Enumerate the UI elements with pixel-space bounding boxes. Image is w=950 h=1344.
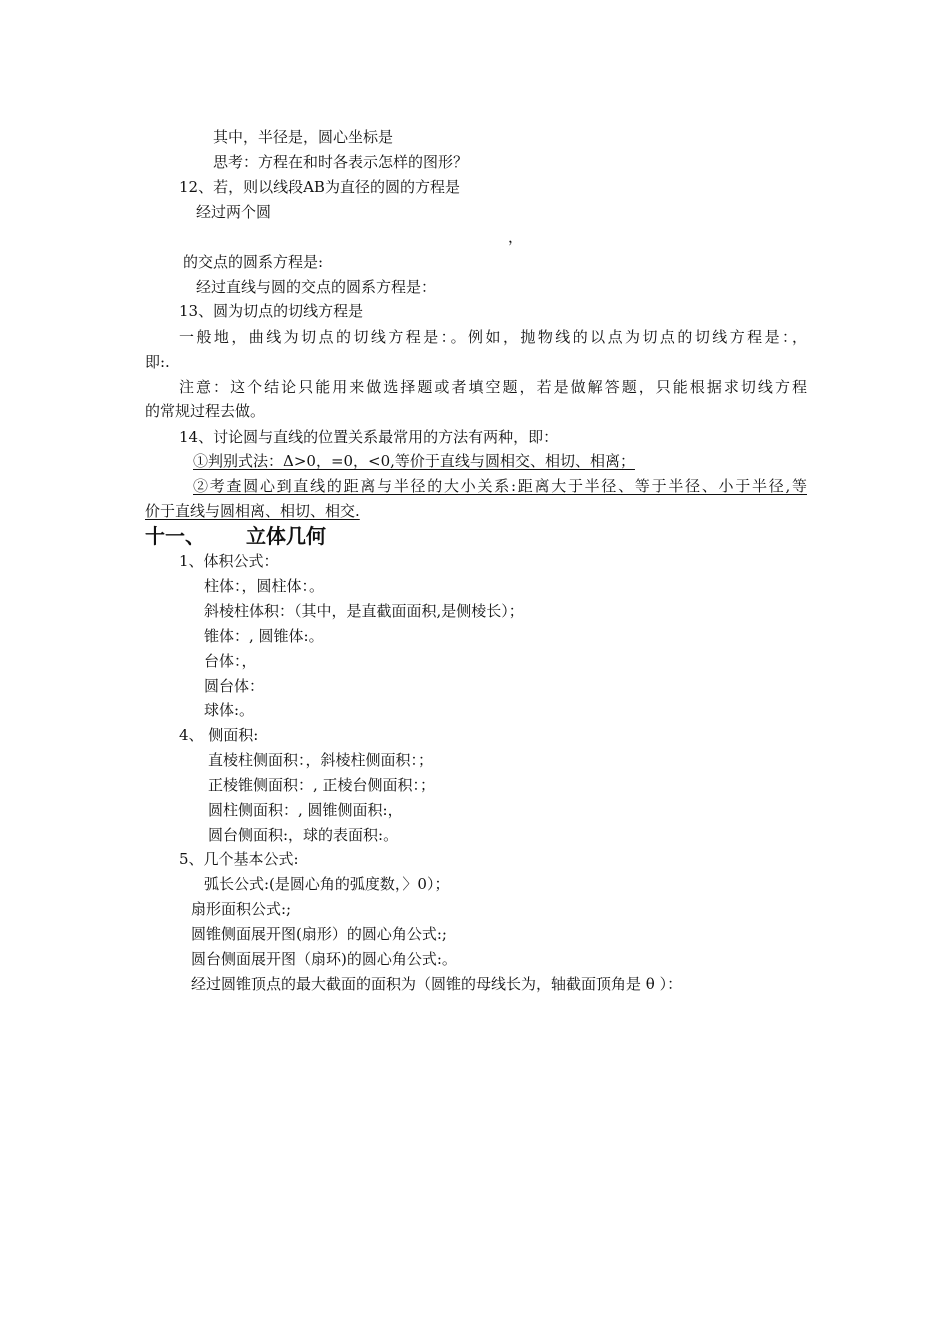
text-line: 12、若，则以线段AB为直径的圆的方程是 xyxy=(179,178,460,196)
section-number: 十一、 xyxy=(145,524,205,548)
text-line: 5、几个基本公式: xyxy=(179,850,299,868)
text-line: 思考：方程在和时各表示怎样的图形？ xyxy=(213,153,469,171)
text-line: 1、体积公式： xyxy=(179,552,279,570)
text-line: 圆台体： xyxy=(204,677,265,695)
text-line: 台体：， xyxy=(204,652,257,670)
text-line: ， xyxy=(508,228,524,246)
text-line: 13、圆为切点的切线方程是 xyxy=(179,302,364,320)
section-title: 立体几何 xyxy=(246,524,326,548)
text-line: 圆柱侧面积：, 圆锥侧面积:， xyxy=(208,801,403,819)
text-line: 斜棱柱体积：（其中，是直截面面积,是侧棱长）； xyxy=(204,602,524,620)
text-line: 正棱锥侧面积：, 正棱台侧面积：； xyxy=(208,776,436,794)
text-line: 14、讨论圆与直线的位置关系最常用的方法有两种，即： xyxy=(179,428,559,446)
text-line: 的交点的圆系方程是: xyxy=(183,253,324,271)
text-line: 4、 侧面积: xyxy=(179,726,259,744)
text-line: 的常规过程去做。 xyxy=(145,402,266,420)
text-line: 球体:。 xyxy=(204,701,255,719)
text-line: 圆台侧面展开图（扇环)的圆心角公式:。 xyxy=(191,950,457,968)
text-line: 柱体：，圆柱体：。 xyxy=(204,577,325,595)
text-line: 经过两个圆 xyxy=(196,203,272,221)
text-line: 锥体：, 圆锥体:。 xyxy=(204,627,324,645)
text-line: 注意：这个结论只能用来做选择题或者填空题，若是做解答题，只能根据求切线方程 xyxy=(179,378,807,396)
underlined-line: ①判别式法：Δ>0，=0，<0,等价于直线与圆相交、相切、相离； xyxy=(193,452,635,470)
text-line: 圆锥侧面展开图(扇形）的圆心角公式:; xyxy=(191,925,447,943)
text-line: 即:. xyxy=(145,353,170,371)
text-line: 圆台侧面积:，球的表面积:。 xyxy=(208,826,399,844)
underlined-line: 价于直线与圆相离、相切、相交. xyxy=(145,502,360,520)
text-line: 其中，半径是，圆心坐标是 xyxy=(213,128,394,146)
text-line: 经过圆锥顶点的最大截面的面积为（圆锥的母线长为，轴截面顶角是 θ ）： xyxy=(191,975,683,993)
text-line: 直棱柱侧面积：，斜棱柱侧面积：； xyxy=(208,751,434,769)
text-line: 扇形面积公式:; xyxy=(191,900,292,918)
text-line: 一般地，曲线为切点的切线方程是：。例如，抛物线的以点为切点的切线方程是：， xyxy=(179,328,807,346)
text-line: 经过直线与圆的交点的圆系方程是： xyxy=(196,278,437,296)
underlined-line: ②考查圆心到直线的距离与半径的大小关系:距离大于半径、等于半径、小于半径,等 xyxy=(193,477,807,495)
text-line: 弧长公式:(是圆心角的弧度数，〉0）； xyxy=(204,875,450,893)
